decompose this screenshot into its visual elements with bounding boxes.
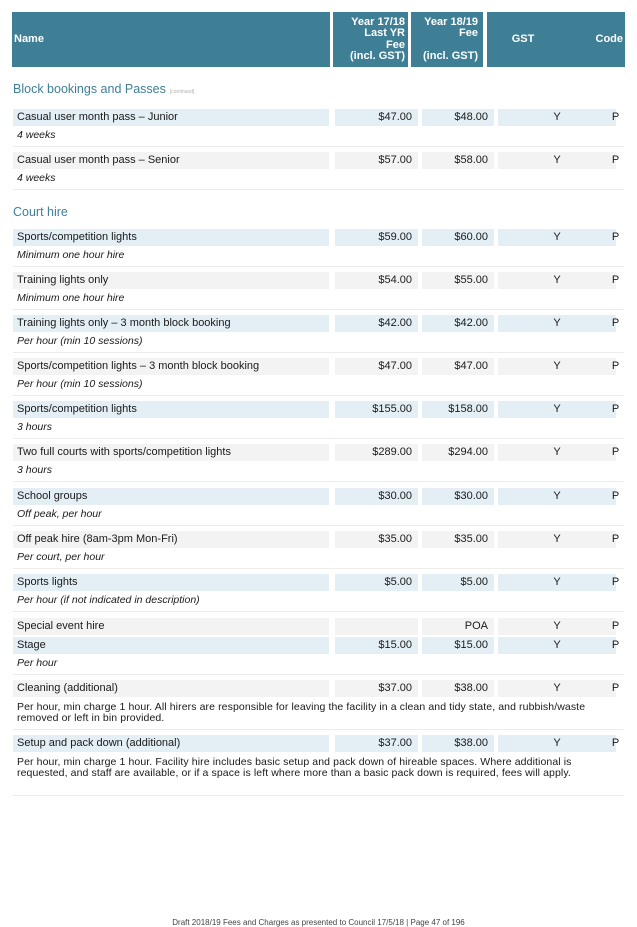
header-year-1819: Year 18/19 Fee (incl. GST): [411, 12, 483, 67]
row-description: Per hour: [17, 657, 58, 669]
row-description: Per hour (if not indicated in description): [17, 594, 200, 606]
table-row: Training lights only – 3 month block booking $42.00 $42.00 Y P: [13, 315, 624, 332]
row-divider: [13, 438, 624, 439]
table-row: Casual user month pass – Junior $47.00 $48.00 Y P: [13, 109, 624, 126]
row-divider: [13, 674, 624, 675]
row-divider: [13, 729, 624, 730]
table-row: Setup and pack down (additional) $37.00 $38.00 Y P: [13, 735, 624, 752]
table-row: Two full courts with sports/competition lights $289.00 $294.00 Y P: [13, 444, 624, 461]
row-divider: [13, 146, 624, 147]
page-footer: Draft 2018/19 Fees and Charges as presented to Council 17/5/18 | Page 47 of 196: [172, 918, 465, 927]
table-row: Sports lights $5.00 $5.00 Y P: [13, 574, 624, 591]
table-row: Special event hire POA Y P: [13, 618, 624, 635]
header-year-1718: Year 17/18 Last YR Fee (incl. GST): [333, 12, 408, 67]
row-description: Per court, per hour: [17, 551, 105, 563]
row-description: 4 weeks: [17, 129, 56, 141]
row-note: Per hour, min charge 1 hour. Facility hire includes basic setup and pack down of hireable spaces. Where additional is requested, and staff are available, or if a space is left where more than a basic pack down is required, fees will apply.: [17, 756, 572, 779]
table-row: Sports/competition lights $59.00 $60.00 Y P: [13, 229, 624, 246]
row-divider: [13, 309, 624, 310]
row-divider: [13, 481, 624, 482]
row-description: 4 weeks: [17, 172, 56, 184]
table-row: Cleaning (additional) $37.00 $38.00 Y P: [13, 680, 624, 697]
row-divider: [13, 395, 624, 396]
table-row: Casual user month pass – Senior $57.00 $58.00 Y P: [13, 152, 624, 169]
row-divider: [13, 795, 624, 796]
row-divider: [13, 266, 624, 267]
table-header: [12, 12, 625, 67]
table-row: Stage $15.00 $15.00 Y P: [13, 637, 624, 654]
row-description: Minimum one hour hire: [17, 292, 125, 304]
header-code: Code: [559, 12, 625, 67]
header-name: Name: [12, 12, 330, 67]
section-title-court-hire: Court hire: [13, 205, 68, 219]
row-description: 3 hours: [17, 421, 53, 433]
row-description: Off peak, per hour: [17, 508, 102, 520]
row-description: Per hour (min 10 sessions): [17, 335, 143, 347]
row-divider: [13, 568, 624, 569]
row-divider: [13, 352, 624, 353]
row-divider: [13, 525, 624, 526]
row-divider: [13, 611, 624, 612]
row-note: Per hour, min charge 1 hour. All hirers are responsible for leaving the facility in a clean and tidy state, and rubbish/waste removed or left in bin provided.: [17, 701, 586, 724]
row-description: 3 hours: [17, 464, 53, 476]
table-row: Sports/competition lights $155.00 $158.00 Y P: [13, 401, 624, 418]
table-row: Training lights only $54.00 $55.00 Y P: [13, 272, 624, 289]
header-gst: GST: [487, 12, 559, 67]
row-divider: [13, 189, 624, 190]
row-description: Per hour (min 10 sessions): [17, 378, 143, 390]
table-row: Sports/competition lights – 3 month block booking $47.00 $47.00 Y P: [13, 358, 624, 375]
row-description: Minimum one hour hire: [17, 249, 125, 261]
table-row: Off peak hire (8am-3pm Mon-Fri) $35.00 $35.00 Y P: [13, 531, 624, 548]
section-title-block-bookings: Block bookings and Passes [continued]: [13, 82, 195, 96]
table-row: School groups $30.00 $30.00 Y P: [13, 488, 624, 505]
